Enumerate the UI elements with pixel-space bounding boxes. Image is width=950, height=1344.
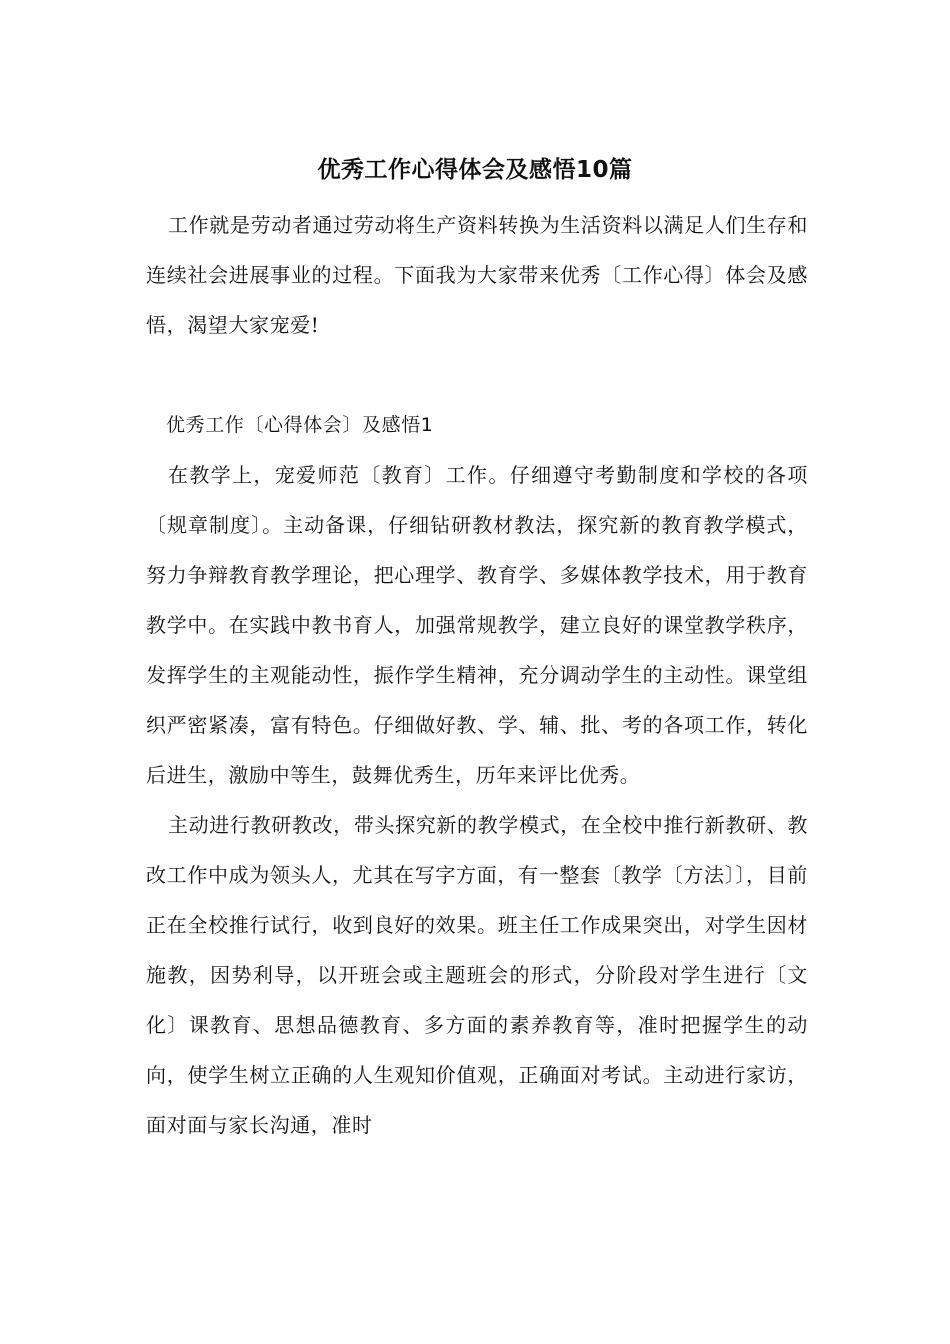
document-title: 优秀工作心得体会及感悟10篇 (317, 157, 633, 183)
body-paragraph-2: 主动进行教研教改，带头探究新的教学模式，在全校中推行新教研、教改工作中成为领头人，尤其在写字方面，有一整套〔教学〔方法〕〕，目前正在全校推行试行，收到良好的效果。班主任工作成果突出，对学生因材施教，因势利导，以开班会或主题班会的形式，分阶段对学生进行〔文化〕课教育、思想品德教育、多方面的素养教育等，准时把握学生的动向，使学生树立正确的人生观知价值观，正确面对考试。主动进行家访，面对面与家长沟通，准时 (146, 813, 808, 1137)
body-paragraph-1: 在教学上，宠爱师范〔教育〕工作。仔细遵守考勤制度和学校的各项〔规章制度〕。主动备课，仔细钻研教材教法，探究新的教育教学模式，努力争辩教育教学理论，把心理学、教育学、多媒体教学技术，用于教育教学中。在实践中教书育人，加强常规教学，建立良好的课堂教学秩序，发挥学生的主观能动性，振作学生精神，充分调动学生的主动性。课堂组织严密紧凑，富有特色。仔细做好教、学、辅、批、考的各项工作，转化后进生，激励中等生，鼓舞优秀生，历年来评比优秀。 (146, 463, 808, 787)
intro-paragraph: 工作就是劳动者通过劳动将生产资料转换为生活资料以满足人们生存和连续社会进展事业的过程。下面我为大家带来优秀〔工作心得〕体会及感悟，渴望大家宠爱! (146, 213, 808, 337)
section-heading: 优秀工作〔心得体会〕及感悟1 (166, 414, 434, 436)
paragraph-spacer (146, 350, 808, 400)
document-body (146, 200, 808, 1150)
